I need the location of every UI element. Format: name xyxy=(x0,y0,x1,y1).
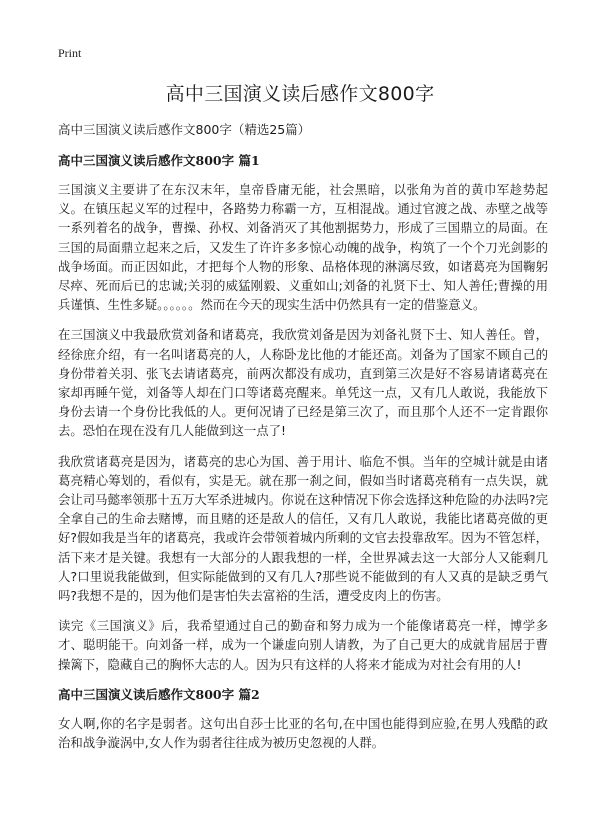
section-heading: 高中三国演义读后感作文800字 篇1 xyxy=(58,153,260,168)
page-title: 高中三国演义读后感作文800字 xyxy=(165,83,435,105)
print-link[interactable]: Print xyxy=(58,46,82,60)
paragraph: 读完《三国演义》后，我希望通过自己的勤奋和努力成为一个能像诸葛亮一样，博学多才、聪明能干。向刘备一样，成为一个谦虚向别人请教，为了自己更大的成就肯屈居于曹操篱下，隐藏自己的胸怀大志的人。因为只有这样的人将来才能成为对社会有用的人! xyxy=(58,618,548,672)
paragraph: 女人啊,你的名字是弱者。这句出自莎士比亚的名句,在中国也能得到应验,在男人残酷的政治和战争漩涡中,女人作为弱者往往成为被历史忽视的人群。 xyxy=(58,715,548,751)
article-body xyxy=(58,120,548,763)
paragraph: 在三国演义中我最欣赏刘备和诸葛亮，我欣赏刘备是因为刘备礼贤下士、知人善任。曾，经徐庶介绍，有一名叫诸葛亮的人，人称卧龙比他的才能还高。刘备为了国家不顾自己的身份带着关羽、张飞去请诸葛亮，前两次都没有成功，直到第三次是好不容易请诸葛亮在家却再睡午觉，刘备等人却在门口等诸葛亮醒来。单凭这一点，又有几人敢说，我能放下身份去请一个身份比我低的人。更何况请了已经是第三次了，而且那个人还不一定肯跟你去。恐怕在现在没有几人能做到这一点了! xyxy=(58,327,548,439)
paragraph: 三国演义主要讲了在东汉末年，皇帝昏庸无能，社会黑暗，以张角为首的黄巾军趁势起义。在镇压起义军的过程中，各路势力称霸一方，互相混战。通过官渡之战、赤壁之战等一系列着名的战争，曹操、孙权、刘备消灭了其他割据势力，形成了三国鼎立的局面。在三国的局面鼎立起来之后，又发生了许许多多惊心动魄的战争，构筑了一个个刀光剑影的战争场面。而正因如此，才把每个人物的形象、品格体现的淋漓尽致，如诸葛亮为国鞠躬尽瘁、死而后已的忠诚;关羽的威猛刚毅、义重如山;刘备的礼贤下士、知人善任;曹操的用兵谨慎、生性多疑。。。。。。然而在今天的现实生活中仍然具有一定的借鉴意义。 xyxy=(58,182,548,313)
section-2 xyxy=(58,685,548,752)
section-1 xyxy=(58,151,548,674)
paragraph: 我欣赏诸葛亮是因为，诸葛亮的忠心为国、善于用计、临危不惧。当年的空城计就是由诸葛亮精心筹划的，看似有，实是无。就在那一刹之间，假如当时诸葛亮稍有一点失误，就会让司马懿率领那十五万大军杀进城内。你说在这种情况下你会选择这种危险的办法吗?完全拿自己的生命去赌博，而且赌的还是敌人的信任，又有几人敢说，我能比诸葛亮做的更好?假如我是当年的诸葛亮，我或许会带领着城内所剩的文官去投靠敌军。因为不管怎样，活下来才是关键。我想有一大部分的人跟我想的一样，全世界减去这一大部分人又能剩几人?口里说我能做到，但实际能做到的又有几人?那些说不能做到的有人又真的是缺乏勇气吗?我想不是的，因为他们是害怕失去富裕的生活，遭受皮肉上的伤害。 xyxy=(58,453,548,604)
article-subtitle: 高中三国演义读后感作文800字（精选25篇） xyxy=(58,122,311,137)
section-heading: 高中三国演义读后感作文800字 篇2 xyxy=(58,686,260,702)
